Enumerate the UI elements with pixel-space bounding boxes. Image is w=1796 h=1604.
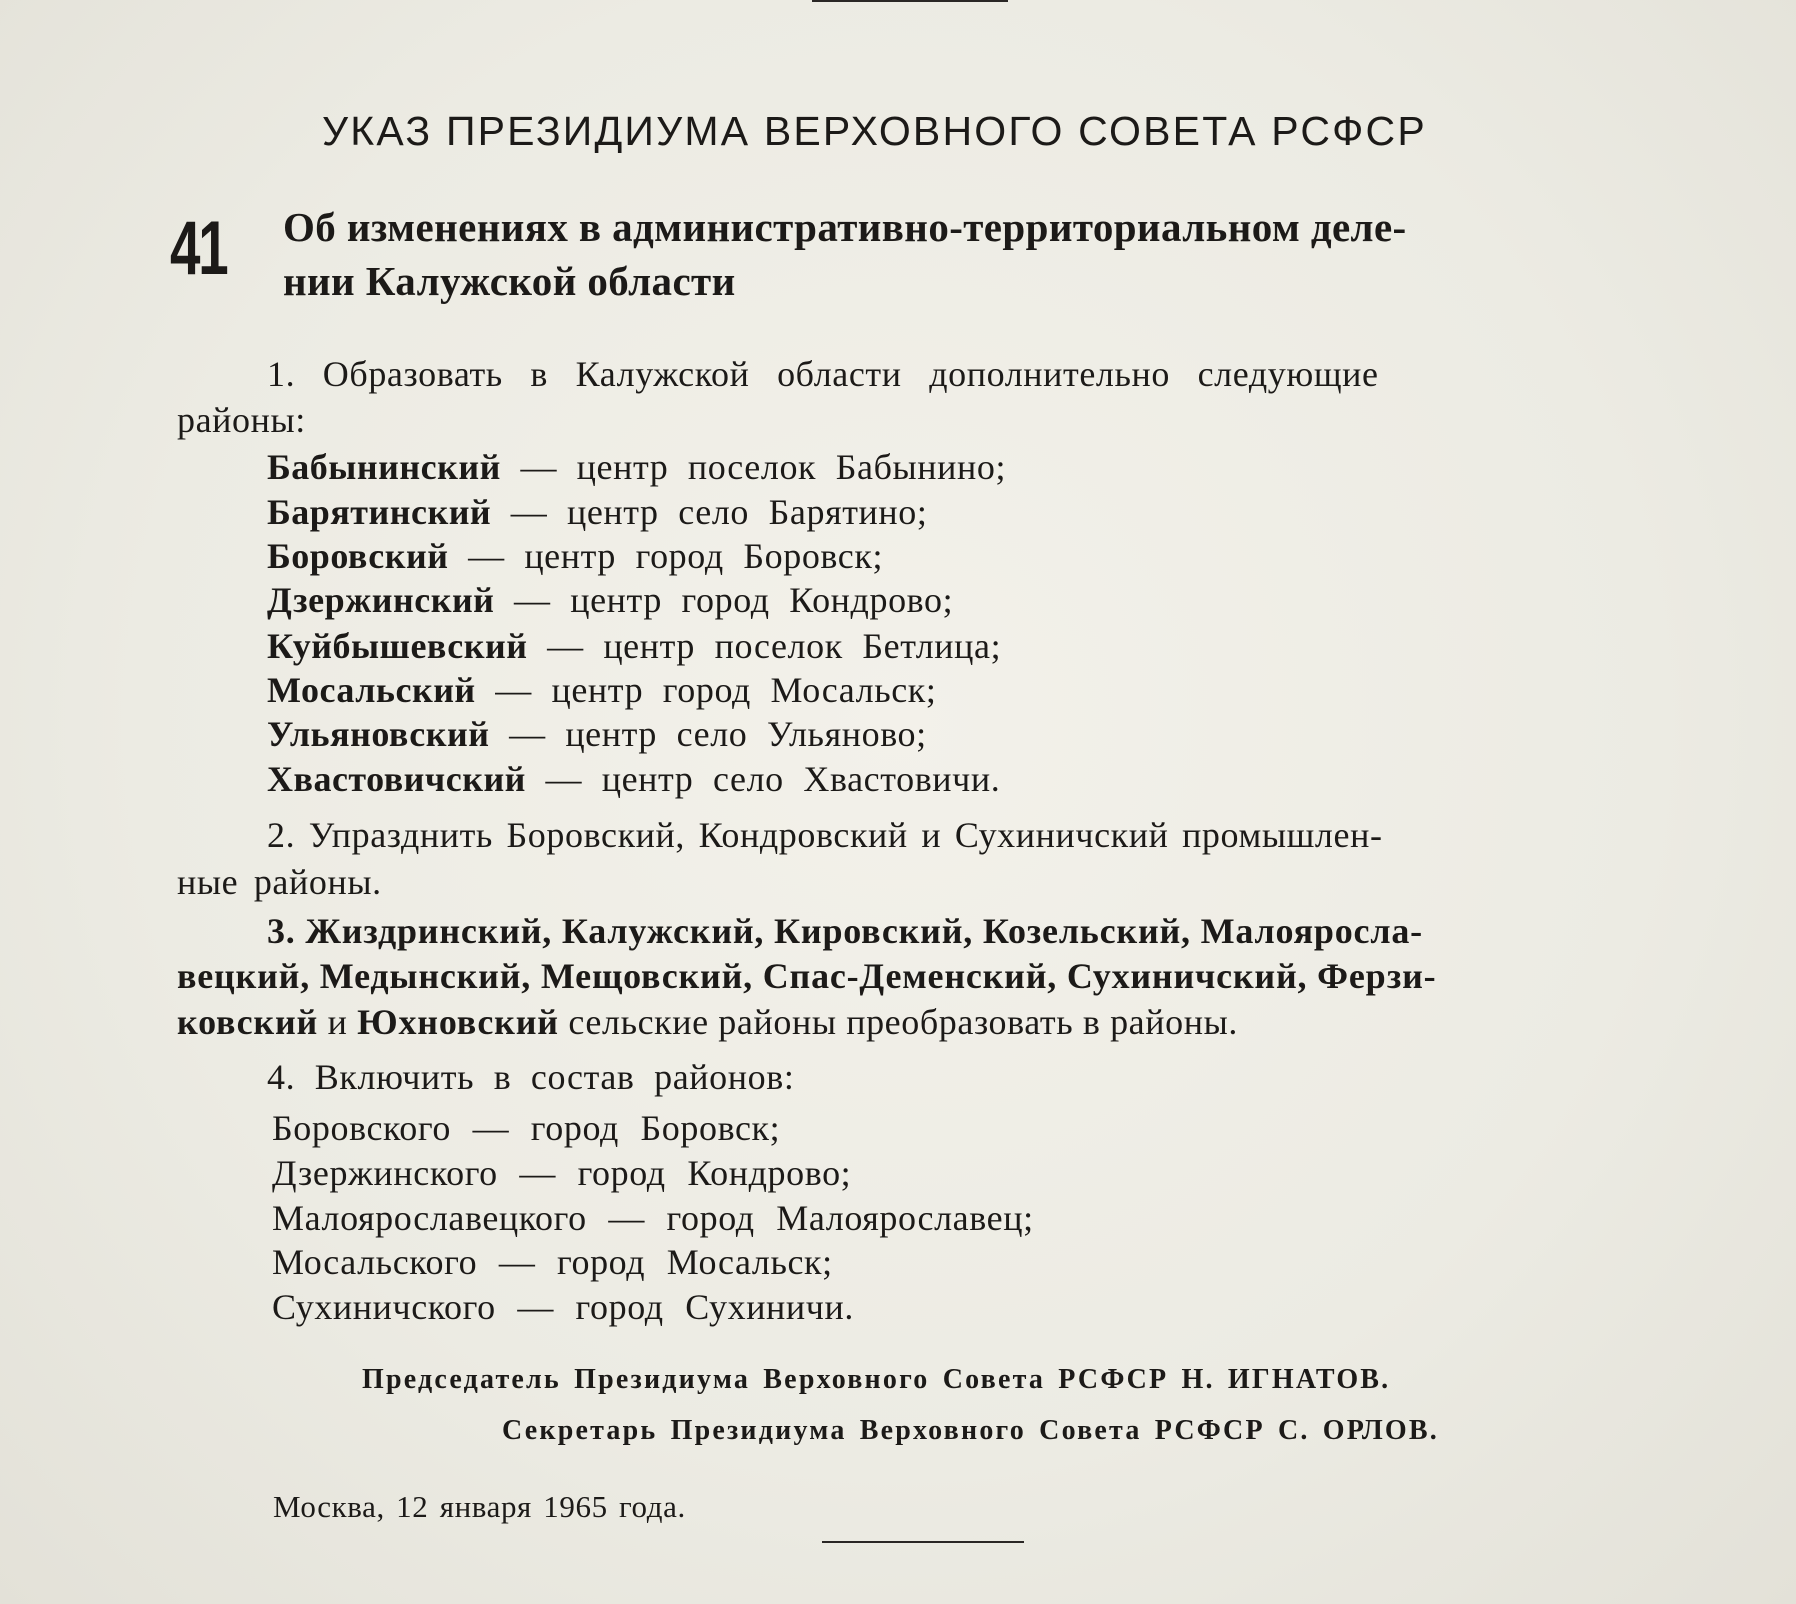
paragraph-2-line-2: ные районы. xyxy=(177,862,382,902)
paragraph-3-normal-part: и xyxy=(318,1002,358,1042)
district-name: Хвастовичский xyxy=(267,759,526,799)
district-name: Боровский xyxy=(267,536,449,576)
paragraph-3-bold-part: Юхновский xyxy=(357,1002,559,1042)
signature-chairman: Председатель Президиума Верховного Совета РСФСР Н. ИГНАТОВ. xyxy=(362,1364,1391,1395)
district-item xyxy=(267,445,1006,489)
district-item xyxy=(267,534,883,578)
decree-heading: УКАЗ ПРЕЗИДИУМА ВЕРХОВНОГО СОВЕТА РСФСР xyxy=(322,108,1427,154)
district-name: Барятинский xyxy=(267,492,492,532)
decree-title-line: Об изменениях в административно-территориальном деле- xyxy=(283,204,1407,250)
district-item xyxy=(267,490,928,534)
district-name: Дзержинский xyxy=(267,580,495,620)
district-center: — центр село Барятино; xyxy=(491,492,928,532)
district-item xyxy=(267,624,1001,668)
decree-title xyxy=(283,200,1663,308)
district-item xyxy=(267,712,927,756)
paragraph-3-line-2: вецкий, Медынский, Мещовский, Спас-Деменский, Сухиничский, Ферзи- xyxy=(177,956,1437,996)
paragraph-3-line-3 xyxy=(177,1000,1238,1044)
district-center: — центр город Кондрово; xyxy=(494,580,954,620)
district-item xyxy=(267,578,953,622)
signature-secretary: Секретарь Президиума Верховного Совета РСФСР С. ОРЛОВ. xyxy=(502,1415,1439,1446)
district-center: — центр поселок Бетлица; xyxy=(527,626,1002,666)
district-name: Куйбышевский xyxy=(267,626,528,666)
inclusion-item: Дзержинского — город Кондрово; xyxy=(272,1153,852,1193)
paragraph-3-normal-part: сельские районы преобразовать в районы. xyxy=(558,1002,1238,1042)
place-and-date: Москва, 12 января 1965 года. xyxy=(273,1489,686,1524)
decree-title-line: нии Калужской области xyxy=(283,258,736,304)
inclusion-item: Малоярославецкого — город Малоярославец; xyxy=(272,1198,1034,1238)
inclusion-item: Мосальского — город Мосальск; xyxy=(272,1242,833,1282)
district-center: — центр село Хвастовичи. xyxy=(525,759,1001,799)
paragraph-1-line-1: 1. Образовать в Калужской области дополнительно следующие xyxy=(267,354,1379,394)
decree-number: 41 xyxy=(170,206,227,291)
paragraph-3-bold-part: ковский xyxy=(177,1002,319,1042)
paragraph-4-line-1: 4. Включить в состав районов: xyxy=(267,1057,795,1097)
district-center: — центр поселок Бабынино; xyxy=(500,447,1007,487)
district-item xyxy=(267,757,1000,801)
bottom-divider xyxy=(822,1541,1024,1543)
district-name: Ульяновский xyxy=(267,714,490,754)
district-item xyxy=(267,668,937,712)
district-center: — центр село Ульяново; xyxy=(489,714,927,754)
paragraph-2-line-1: 2. Упразднить Боровский, Кондровский и Сухиничский промышлен- xyxy=(267,815,1383,855)
top-divider xyxy=(812,0,1008,2)
district-center: — центр город Мосальск; xyxy=(475,670,937,710)
paragraph-1-line-2: районы: xyxy=(177,400,306,440)
district-center: — центр город Боровск; xyxy=(448,536,884,576)
district-name: Мосальский xyxy=(267,670,476,710)
paragraph-3-line-1: 3. Жиздринский, Калужский, Кировский, Козельский, Малояросла- xyxy=(267,911,1423,951)
inclusion-item: Боровского — город Боровск; xyxy=(272,1108,781,1148)
inclusion-item: Сухиничского — город Сухиничи. xyxy=(272,1287,854,1327)
district-name: Бабынинский xyxy=(267,447,501,487)
